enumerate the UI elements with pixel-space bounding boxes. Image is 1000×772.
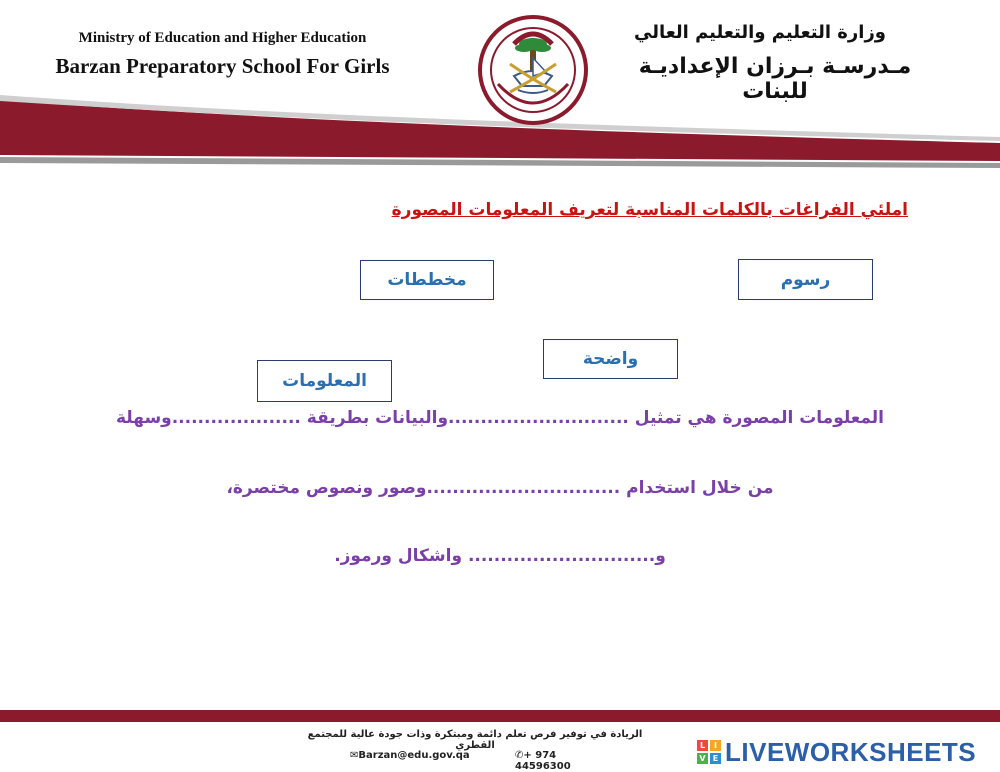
footer-motto: الريادة في توفير فرص تعلم دائمة ومبتكرة وذات جودة عالية للمجتمع القطري [307, 729, 643, 751]
ministry-emblem-icon [474, 14, 592, 126]
logo-letter-e: E [710, 753, 721, 764]
word-box-information[interactable]: المعلومات [257, 360, 392, 402]
logo-letter-l: L [697, 740, 708, 751]
word-box-clear[interactable]: واضحة [543, 339, 678, 379]
sentence-line-1: المعلومات المصورة هي تمثيل ............................والبيانات بطريقة ....................وسهلة [115, 408, 885, 428]
footer-phone-text: + 974 44596300 [515, 750, 571, 772]
liveworksheets-blocks-icon [697, 740, 721, 764]
school-name-english: Barzan Preparatory School For Girls [55, 54, 390, 78]
footer-band [0, 710, 1000, 722]
school-name-arabic: مـدرسـة بـرزان الإعداديـة للبنات [638, 54, 912, 104]
logo-letter-i: I [710, 740, 721, 751]
sentence-line-2: من خلال استخدام ..............................وصور ونصوص مختصرة، [226, 478, 774, 498]
envelope-icon: ✉ [350, 750, 359, 761]
phone-icon: ✆ [515, 750, 524, 761]
logo-letter-v: V [697, 753, 708, 764]
footer-phone [515, 750, 615, 772]
sentence-line-3: و............................. واشكال ورموز. [334, 546, 666, 566]
liveworksheets-brand-text: LIVEWORKSHEETS [725, 736, 977, 767]
ministry-name-english: Ministry of Education and Higher Education [78, 30, 367, 46]
footer-email-text: Barzan@edu.gov.qa [358, 750, 470, 761]
instruction-heading: املئي الفراغات بالكلمات المناسبة لتعريف المعلومات المصورة [391, 200, 908, 220]
word-box-drawings[interactable]: رسوم [738, 259, 873, 300]
footer-email [350, 750, 470, 761]
ministry-name-arabic: وزارة التعليم والتعليم العالي [633, 22, 886, 43]
word-box-charts[interactable]: مخططات [360, 260, 494, 300]
liveworksheets-logo[interactable] [697, 737, 976, 767]
